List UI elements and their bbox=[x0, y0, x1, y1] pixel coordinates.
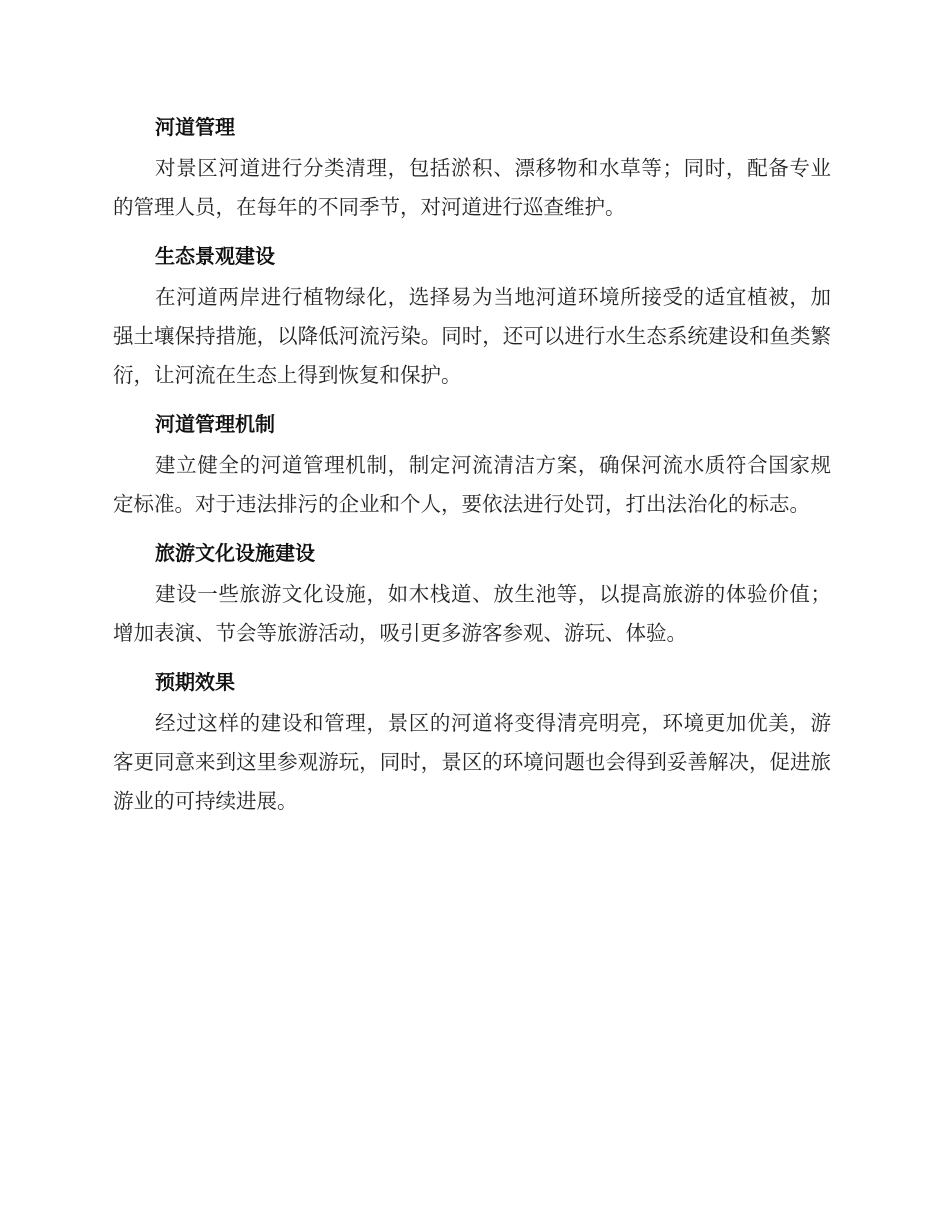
section-paragraph: 建设一些旅游文化设施，如木栈道、放生池等，以提高旅游的体验价值；增加表演、节会等旅游活动，吸引更多游客参观、游玩、体验。 bbox=[113, 582, 831, 645]
section-management-mechanism bbox=[113, 409, 831, 524]
section-heading: 生态景观建设 bbox=[155, 244, 275, 268]
section-heading: 河道管理机制 bbox=[155, 412, 275, 436]
section-expected-results bbox=[113, 667, 831, 821]
section-heading: 预期效果 bbox=[155, 670, 235, 694]
section-paragraph: 经过这样的建设和管理，景区的河道将变得清亮明亮，环境更加优美，游客更同意来到这里参观游玩，同时，景区的环境问题也会得到妥善解决，促进旅游业的可持续进展。 bbox=[113, 711, 831, 813]
section-paragraph: 建立健全的河道管理机制，制定河流清洁方案，确保河流水质符合国家规定标准。对于违法排污的企业和个人，要依法进行处罚，打出法治化的标志。 bbox=[113, 453, 831, 516]
document-page bbox=[113, 112, 831, 835]
section-heading: 河道管理 bbox=[155, 115, 235, 139]
section-ecological-landscape bbox=[113, 241, 831, 395]
section-heading: 旅游文化设施建设 bbox=[155, 541, 315, 565]
section-paragraph: 在河道两岸进行植物绿化，选择易为当地河道环境所接受的适宜植被，加强土壤保持措施，以降低河流污染。同时，还可以进行水生态系统建设和鱼类繁衍，让河流在生态上得到恢复和保护。 bbox=[113, 285, 831, 387]
section-paragraph: 对景区河道进行分类清理，包括淤积、漂移物和水草等；同时，配备专业的管理人员，在每年的不同季节，对河道进行巡查维护。 bbox=[113, 156, 831, 219]
section-river-management bbox=[113, 112, 831, 227]
section-tourism-facilities bbox=[113, 538, 831, 653]
